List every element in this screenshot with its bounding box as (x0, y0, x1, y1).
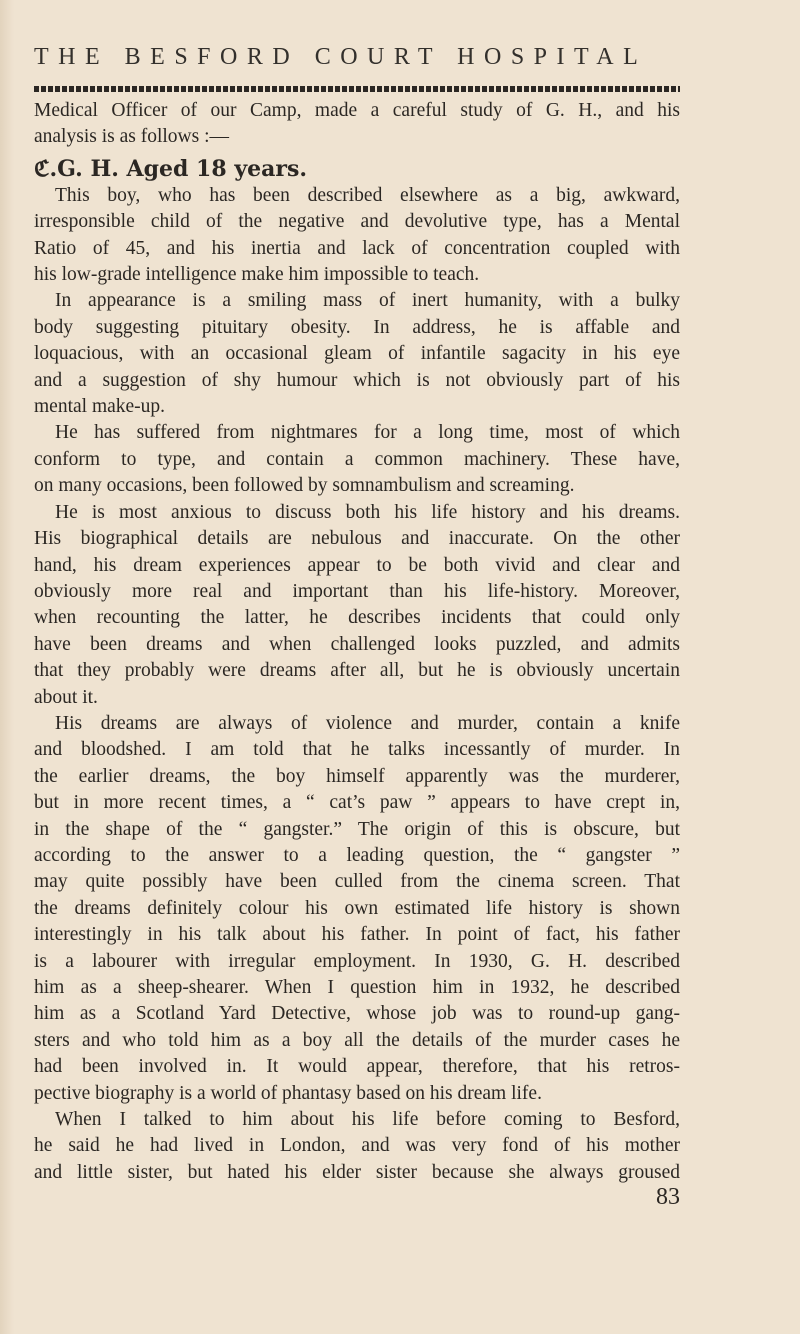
text-line: pective biography is a world of phantasy based on his dream life. (34, 1082, 542, 1104)
text-line: irresponsible child of the negative and devolutive type, has a Mental (34, 211, 680, 233)
text-line: on many occasions, been followed by somnambulism and screaming. (34, 475, 575, 497)
case-text (34, 183, 680, 1186)
text-line: when recounting the latter, he describes incidents that could only (34, 607, 680, 629)
dotted-rule (34, 86, 680, 92)
text-line: according to the answer to a leading question, the “ gangster ” (34, 844, 680, 866)
text-line: loquacious, with an occasional gleam of infantile sagacity in his eye (34, 343, 680, 365)
text-line: the dreams definitely colour his own estimated life history is shown (34, 897, 680, 919)
text-line: In appearance is a smiling mass of inert humanity, with a bulky (55, 290, 680, 312)
text-line: conform to type, and contain a common machinery. These have, (34, 448, 680, 470)
case-heading: ℭ.G. H. Aged 18 years. (34, 155, 307, 182)
text-line: sters and who told him as a boy all the details of the murder cases he (34, 1029, 680, 1051)
text-line: the earlier dreams, the boy himself apparently was the murderer, (34, 765, 680, 787)
text-line: mental make-up. (34, 396, 166, 418)
text-line: may quite possibly have been culled from the cinema screen. That (34, 871, 680, 893)
text-line: This boy, who has been described elsewhere as a big, awkward, (55, 184, 680, 206)
text-line: His dreams are always of violence and murder, contain a knife (55, 712, 680, 734)
text-line: him as a sheep-shearer. When I question him in 1932, he described (34, 977, 680, 998)
running-header: THE BESFORD COURT HOSPITAL (34, 44, 648, 70)
text-line: He is most anxious to discuss both his life history and his dreams. (55, 501, 680, 523)
text-line: and little sister, but hated his elder sister because she always groused (34, 1161, 680, 1183)
text-line: interestingly in his talk about his father. In point of fact, his father (34, 924, 680, 946)
text-line: Ratio of 45, and his inertia and lack of concentration coupled with (34, 237, 680, 259)
text-line: body suggesting pituitary obesity. In address, he is affable and (34, 316, 680, 338)
text-line: Medical Officer of our Camp, made a careful study of G. H., and his (34, 100, 680, 121)
page-number: 83 (656, 1184, 680, 1210)
text-line: He has suffered from nightmares for a long time, most of which (55, 422, 680, 444)
text-line: analysis is as follows :— (34, 126, 229, 148)
text-line: about it. (34, 686, 98, 708)
text-line: but in more recent times, a “ cat’s paw ” appears to have crept in, (34, 792, 680, 814)
text-line: hand, his dream experiences appear to be both vivid and clear and (34, 554, 680, 576)
text-line: in the shape of the “ gangster.” The origin of this is obscure, but (34, 818, 680, 840)
text-line: his low-grade intelligence make him impossible to teach. (34, 264, 480, 286)
text-line: he said he had lived in London, and was very fond of his mother (34, 1135, 680, 1157)
text-line: have been dreams and when challenged looks puzzled, and admits (34, 633, 680, 655)
text-line: and bloodshed. I am told that he talks incessantly of murder. In (34, 739, 680, 761)
text-line: that they probably were dreams after all, but he is obviously uncertain (34, 660, 680, 682)
text-line: had been involved in. It would appear, therefore, that his retros- (34, 1056, 680, 1078)
text-line: obviously more real and important than his life-history. Moreover, (34, 580, 680, 602)
text-line: is a labourer with irregular employment. In 1930, G. H. described (34, 950, 680, 972)
text-line: and a suggestion of shy humour which is not obviously part of his (34, 369, 680, 391)
page-body (34, 98, 680, 1186)
text-line: When I talked to him about his life before coming to Besford, (55, 1109, 680, 1131)
page-gutter-shadow (0, 0, 14, 1334)
text-line: His biographical details are nebulous and inaccurate. On the other (34, 528, 680, 550)
text-line: him as a Scotland Yard Detective, whose job was to round-up gang- (34, 1003, 680, 1025)
